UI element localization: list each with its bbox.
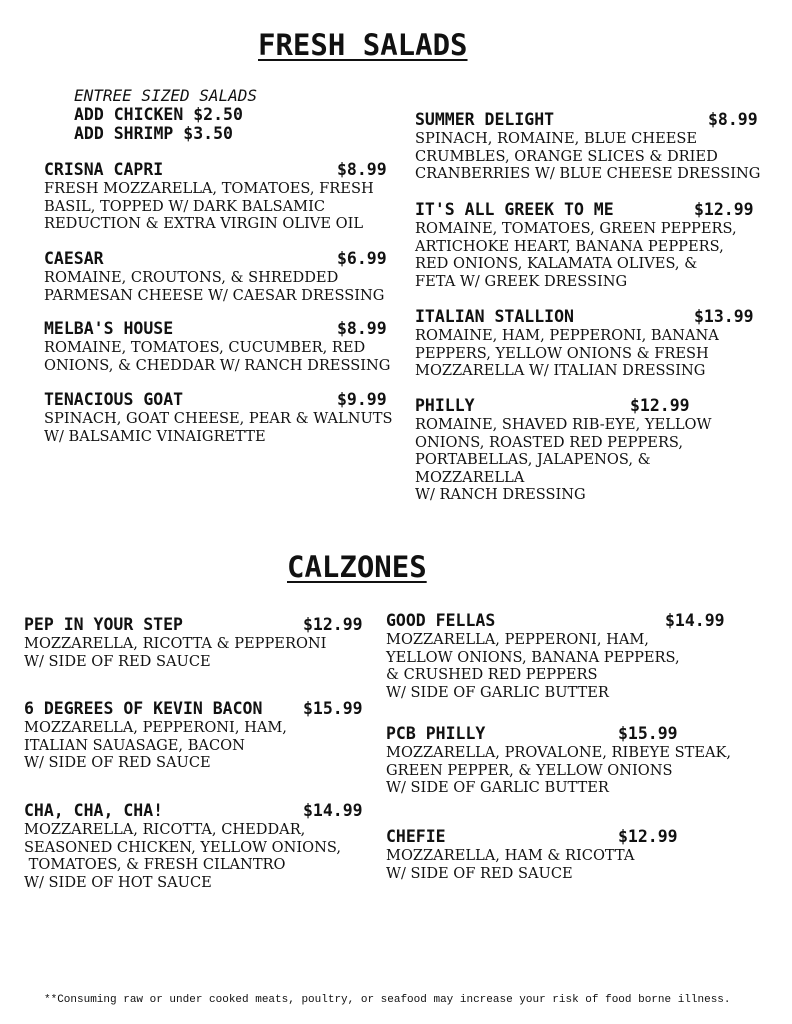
item-price: $15.99 — [618, 724, 678, 743]
promo-chicken: ADD CHICKEN $2.50 — [74, 105, 243, 124]
item-price: $12.99 — [630, 396, 690, 415]
calzone-item-good-fellas — [386, 611, 731, 701]
item-price: $9.99 — [337, 390, 387, 409]
salad-item-italian-stallion — [415, 307, 760, 380]
item-name: CHA, CHA, CHA! — [24, 801, 164, 820]
item-name: MELBA'S HOUSE — [44, 319, 174, 338]
item-description: SPINACH, GOAT CHEESE, PEAR & WALNUTS W/ BALSAMIC VINAIGRETTE — [44, 410, 393, 445]
calzone-item-chefie — [386, 827, 731, 882]
item-price: $14.99 — [303, 801, 363, 820]
item-name: TENACIOUS GOAT — [44, 390, 184, 409]
salad-promo — [74, 86, 257, 143]
item-description: ROMAINE, TOMATOES, GREEN PEPPERS, ARTICHOKE HEART, BANANA PEPPERS, RED ONIONS, KALAMATA OLIVES, & FETA W/ GREEK DRESSING — [415, 220, 737, 290]
item-price: $13.99 — [694, 307, 754, 326]
item-description: ROMAINE, HAM, PEPPERONI, BANANA PEPPERS, YELLOW ONIONS & FRESH MOZZARELLA W/ ITALIAN DRESSING — [415, 327, 719, 380]
item-name: SUMMER DELIGHT — [415, 110, 555, 129]
item-description: FRESH MOZZARELLA, TOMATOES, FRESH BASIL, TOPPED W/ DARK BALSAMIC REDUCTION & EXTRA VIRGIN OLIVE OIL — [44, 180, 374, 233]
item-name: CHEFIE — [386, 827, 446, 846]
item-description: MOZZARELLA, PROVALONE, RIBEYE STEAK, GREEN PEPPER, & YELLOW ONIONS W/ SIDE OF GARLIC BUTTER — [386, 744, 732, 797]
item-name: 6 DEGREES OF KEVIN BACON — [24, 699, 263, 718]
item-price: $12.99 — [303, 615, 363, 634]
item-description: MOZZARELLA, HAM & RICOTTA W/ SIDE OF RED SAUCE — [386, 847, 635, 882]
calzone-item-pep-in-your-step — [24, 615, 369, 670]
item-name: PHILLY — [415, 396, 475, 415]
item-price: $6.99 — [337, 249, 387, 268]
salads-heading: FRESH SALADS — [258, 28, 468, 62]
salad-item-caesar — [44, 249, 389, 304]
item-name: GOOD FELLAS — [386, 611, 496, 630]
item-price: $12.99 — [694, 200, 754, 219]
item-description: MOZZARELLA, PEPPERONI, HAM, ITALIAN SAUASAGE, BACON W/ SIDE OF RED SAUCE — [24, 719, 287, 772]
item-name: IT'S ALL GREEK TO ME — [415, 200, 614, 219]
calzone-item-cha-cha-cha — [24, 801, 369, 891]
item-price: $8.99 — [337, 160, 387, 179]
item-price: $15.99 — [303, 699, 363, 718]
item-description: MOZZARELLA, PEPPERONI, HAM, YELLOW ONIONS, BANANA PEPPERS, & CRUSHED RED PEPPERS W/ SIDE OF GARLIC BUTTER — [386, 631, 680, 701]
calzone-item-6-degrees — [24, 699, 369, 772]
item-description: MOZZARELLA, RICOTTA, CHEDDAR, SEASONED CHICKEN, YELLOW ONIONS, TOMATOES, & FRESH CILANTRO W/ SIDE OF HOT SAUCE — [24, 821, 342, 891]
salad-item-summer-delight — [415, 110, 760, 183]
item-description: MOZZARELLA, RICOTTA & PEPPERONI W/ SIDE OF RED SAUCE — [24, 635, 327, 670]
promo-shrimp: ADD SHRIMP $3.50 — [74, 124, 233, 143]
salad-item-its-all-greek — [415, 200, 760, 290]
item-price: $8.99 — [708, 110, 758, 129]
promo-subtitle: ENTREE SIZED SALADS — [74, 86, 258, 105]
calzone-item-pcb-philly — [386, 724, 731, 797]
item-price: $12.99 — [618, 827, 678, 846]
item-price: $14.99 — [665, 611, 725, 630]
item-price: $8.99 — [337, 319, 387, 338]
item-description: SPINACH, ROMAINE, BLUE CHEESE CRUMBLES, ORANGE SLICES & DRIED CRANBERRIES W/ BLUE CHEESE DRESSING — [415, 130, 761, 183]
item-name: PEP IN YOUR STEP — [24, 615, 183, 634]
item-name: CAESAR — [44, 249, 104, 268]
item-name: PCB PHILLY — [386, 724, 486, 743]
calzones-heading: CALZONES — [287, 550, 427, 584]
salad-item-melbas-house — [44, 319, 389, 374]
item-description: ROMAINE, TOMATOES, CUCUMBER, RED ONIONS, & CHEDDAR W/ RANCH DRESSING — [44, 339, 391, 374]
food-safety-disclaimer: **Consuming raw or under cooked meats, poultry, or seafood may increase your risk of food borne illness. — [44, 994, 731, 1006]
item-description: ROMAINE, CROUTONS, & SHREDDED PARMESAN CHEESE W/ CAESAR DRESSING — [44, 269, 385, 304]
salad-item-tenacious-goat — [44, 390, 393, 445]
salad-item-crisna-capri — [44, 160, 389, 233]
item-name: ITALIAN STALLION — [415, 307, 574, 326]
item-name: CRISNA CAPRI — [44, 160, 164, 179]
salad-item-philly — [415, 396, 760, 504]
item-description: ROMAINE, SHAVED RIB-EYE, YELLOW ONIONS, ROASTED RED PEPPERS, PORTABELLAS, JALAPENOS, & MOZZARELLA W/ RANCH DRESSING — [415, 416, 712, 504]
